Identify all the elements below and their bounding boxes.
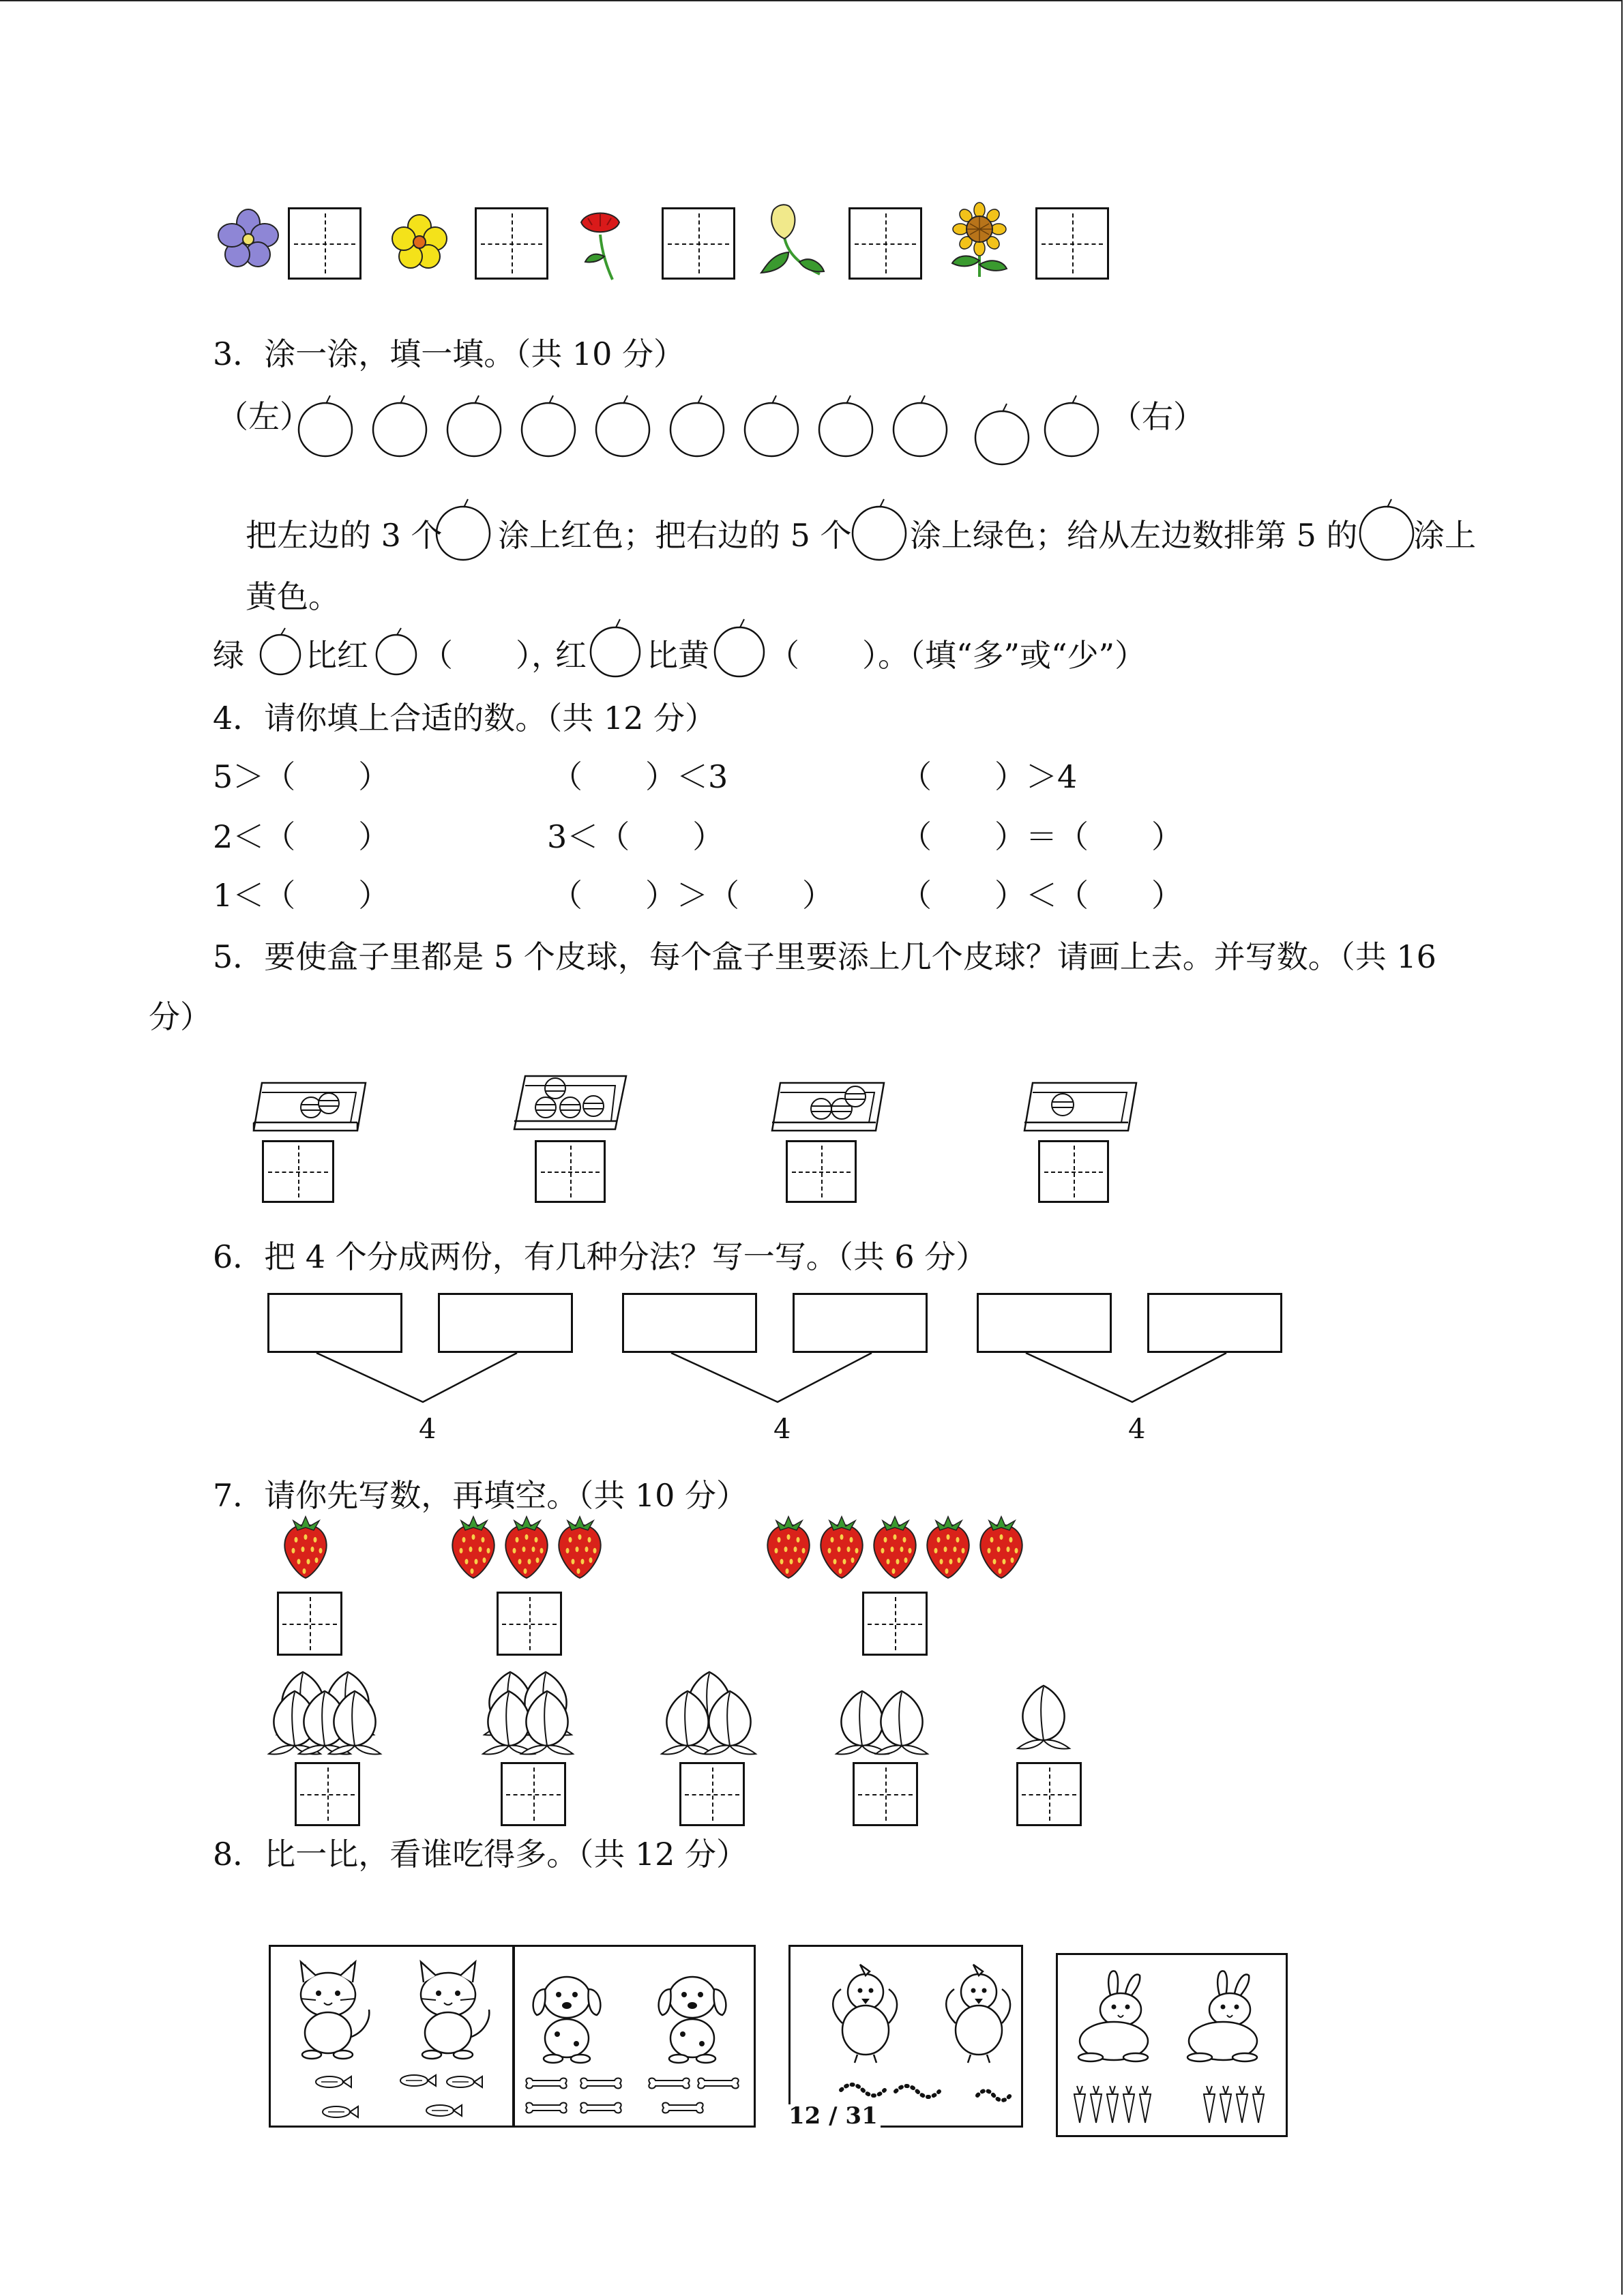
- q4-cell[interactable]: 3＜（ ）: [547, 818, 724, 855]
- q3-compare-blank-1[interactable]: （ ），: [422, 637, 563, 674]
- q7-peach-box[interactable]: [295, 1762, 360, 1826]
- q6-part-box[interactable]: [1147, 1293, 1282, 1353]
- q7-peach-box[interactable]: [853, 1762, 918, 1826]
- answer-box-5[interactable]: [1035, 207, 1109, 280]
- q6-split-lines: [314, 1353, 518, 1405]
- yellow-flower-icon: [390, 213, 449, 271]
- q7-peach-box[interactable]: [1016, 1762, 1082, 1826]
- q4-cell[interactable]: （ ）＜3: [551, 758, 728, 795]
- q6-total: 4: [1128, 1414, 1146, 1445]
- peach-icon: [520, 1687, 574, 1755]
- q3-title: 3．涂一涂，填一填。（共 10 分）: [213, 336, 685, 372]
- apple-icon: [1357, 498, 1416, 561]
- q3-instruction-e: 黄色。: [246, 578, 340, 615]
- q6-part-box[interactable]: [438, 1293, 573, 1353]
- cat-icon: [280, 1956, 376, 2059]
- q5-title-line2: 分）: [149, 998, 211, 1035]
- apple-icon: [434, 498, 492, 561]
- strawberry-icon: [447, 1514, 499, 1581]
- q3-right-label: （右）: [1110, 398, 1205, 435]
- q3-compare-green: 绿: [213, 637, 244, 674]
- answer-box-3[interactable]: [662, 207, 735, 280]
- strawberry-icon: [869, 1514, 921, 1581]
- q3-instruction-d: 涂上: [1413, 517, 1476, 554]
- q7-peach-box[interactable]: [679, 1762, 745, 1826]
- apple-icon: [258, 627, 303, 676]
- answer-box-1[interactable]: [288, 207, 361, 280]
- strawberry-icon: [280, 1514, 331, 1581]
- q4-cell[interactable]: （ ）＜（ ）: [900, 877, 1183, 914]
- apple-icon[interactable]: [668, 394, 726, 457]
- red-flower-icon: [573, 209, 628, 281]
- answer-box-2[interactable]: [475, 207, 548, 280]
- q3-compare-than-yellow: 比黄: [647, 637, 709, 674]
- q6-total: 4: [419, 1414, 437, 1445]
- tray-icon[interactable]: [1023, 1062, 1139, 1132]
- q6-title: 6．把 4 个分成两份，有几种分法？写一写。（共 6 分）: [213, 1238, 988, 1275]
- q4-title: 4．请你填上合适的数。（共 12 分）: [213, 700, 717, 736]
- page-number: 12 / 31: [786, 2104, 881, 2128]
- strawberry-icon: [501, 1514, 552, 1581]
- peach-icon: [1016, 1682, 1071, 1750]
- panel-dogs-bones: [513, 1945, 756, 2128]
- apple-icon: [712, 618, 767, 678]
- q5-title-line1: 5．要使盒子里都是 5 个皮球，每个盒子里要添上几个皮球？请画上去。并写数。（共 16: [213, 938, 1436, 975]
- q5-answer-box[interactable]: [262, 1140, 334, 1203]
- q7-strawberry-box[interactable]: [277, 1592, 342, 1656]
- q6-part-box[interactable]: [622, 1293, 757, 1353]
- apple-icon: [850, 498, 909, 561]
- q7-strawberry-box[interactable]: [862, 1592, 928, 1656]
- q6-split-lines: [1023, 1353, 1228, 1405]
- q8-title: 8．比一比，看谁吃得多。（共 12 分）: [213, 1836, 748, 1873]
- dog-icon: [649, 1962, 737, 2063]
- strawberry-icon: [554, 1514, 606, 1581]
- apple-icon[interactable]: [742, 394, 801, 457]
- panel-rabbits-carrots: [1056, 1953, 1288, 2137]
- q4-cell[interactable]: 2＜（ ）: [213, 818, 390, 855]
- q4-cell[interactable]: 1＜（ ）: [213, 877, 390, 914]
- strawberry-icon: [922, 1514, 974, 1581]
- peach-icon: [703, 1687, 757, 1755]
- bone-food-icon: [520, 2075, 745, 2123]
- rabbit-icon: [1179, 1967, 1275, 2063]
- chick-icon: [941, 1962, 1016, 2064]
- q7-strawberry-box[interactable]: [497, 1592, 562, 1656]
- panel-chicks-worms: [788, 1945, 1023, 2128]
- tray-icon[interactable]: [771, 1062, 887, 1132]
- answer-box-4[interactable]: [848, 207, 922, 280]
- apple-icon: [588, 618, 643, 678]
- apple-icon[interactable]: [891, 394, 949, 457]
- rabbit-icon: [1070, 1967, 1166, 2063]
- cat-icon: [400, 1956, 496, 2059]
- apple-icon[interactable]: [445, 394, 503, 457]
- strawberry-icon: [816, 1514, 868, 1581]
- strawberry-icon: [763, 1514, 814, 1581]
- q6-part-box[interactable]: [267, 1293, 402, 1353]
- apple-icon[interactable]: [1042, 394, 1101, 457]
- apple-icon[interactable]: [816, 394, 875, 457]
- strawberry-icon: [975, 1514, 1027, 1581]
- carrot-food-icon: [1070, 2085, 1282, 2127]
- q5-answer-box[interactable]: [786, 1140, 857, 1203]
- apple-icon[interactable]: [370, 394, 429, 457]
- apple-icon[interactable]: [973, 402, 1031, 465]
- tulip-icon: [758, 203, 827, 277]
- q7-peach-box[interactable]: [501, 1762, 566, 1826]
- apple-icon[interactable]: [519, 394, 578, 457]
- peach-icon: [327, 1687, 382, 1755]
- apple-icon[interactable]: [296, 394, 355, 457]
- apple-icon: [374, 627, 419, 676]
- q3-instruction-c: 涂上绿色；给从左边数排第 5 的: [910, 517, 1358, 554]
- q4-cell[interactable]: 5＞（ ）: [213, 758, 390, 795]
- tray-icon[interactable]: [513, 1058, 629, 1132]
- dog-icon: [523, 1962, 612, 2063]
- q4-cell[interactable]: （ ）＞（ ）: [551, 877, 833, 914]
- q3-left-label: （左）: [217, 398, 311, 435]
- q4-cell[interactable]: （ ）＝（ ）: [900, 818, 1183, 855]
- q3-compare-blank-2[interactable]: （ ）。（填“多”或“少”）: [768, 637, 1147, 674]
- fish-food-icon: [312, 2068, 496, 2126]
- q5-answer-box[interactable]: [1038, 1140, 1109, 1203]
- q6-part-box[interactable]: [977, 1293, 1112, 1353]
- panel-cats-fish: [269, 1945, 514, 2128]
- q7-title: 7．请你先写数，再填空。（共 10 分）: [213, 1477, 748, 1514]
- sunflower-icon: [947, 203, 1012, 278]
- tray-icon[interactable]: [252, 1062, 368, 1132]
- purple-flower-icon: [217, 208, 280, 271]
- q3-compare-than-red: 比红: [306, 637, 368, 674]
- q3-compare-red: 红: [555, 637, 587, 674]
- apple-icon[interactable]: [593, 394, 652, 457]
- chick-icon: [827, 1962, 902, 2064]
- q4-cell[interactable]: （ ）＞4: [900, 758, 1078, 795]
- q3-instruction-a: 把左边的 3 个: [246, 517, 443, 554]
- q6-part-box[interactable]: [793, 1293, 928, 1353]
- q6-split-lines: [668, 1353, 873, 1405]
- q6-total: 4: [773, 1414, 791, 1445]
- q5-answer-box[interactable]: [535, 1140, 606, 1203]
- peach-icon: [874, 1687, 929, 1755]
- q3-instruction-b: 涂上红色；把右边的 5 个: [498, 517, 852, 554]
